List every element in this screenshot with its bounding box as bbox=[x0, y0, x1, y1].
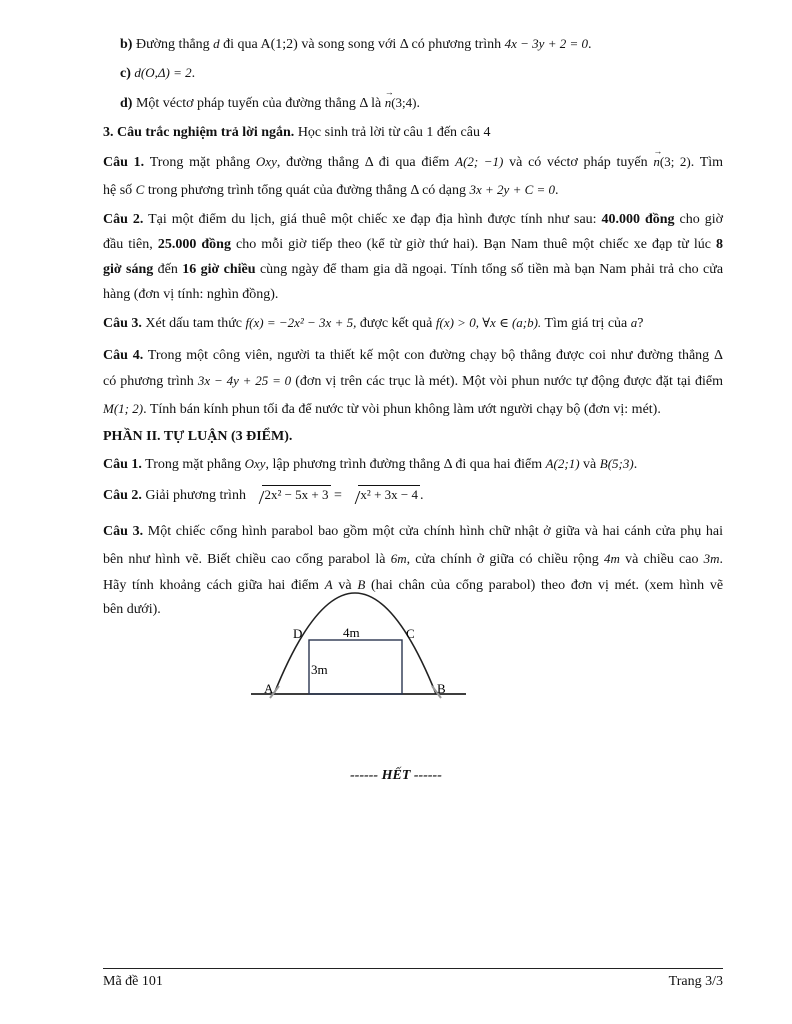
q4-line-2: có phương trình 3x − 4y + 25 = 0 (đơn vị trên các trục là mét). Một vòi phun nước tự động được đặt tại điểm bbox=[103, 373, 724, 389]
label-a: A bbox=[264, 681, 274, 696]
parabola-arc bbox=[274, 593, 436, 694]
sqrt-lhs: 2x² − 5x + 3 bbox=[251, 486, 330, 505]
label-d: D bbox=[293, 626, 303, 641]
essay-q3-line-2: bên như hình vẽ. Biết chiều cao cổng parabol là 6m, cửa chính ở giữa có chiều rộng 4m và chiều cao 3m. bbox=[103, 551, 724, 567]
label-height-3m: 3m bbox=[311, 662, 328, 677]
q2-line-1: Câu 2. Tại một điểm du lịch, giá thuê một chiếc xe đạp địa hình được tính như sau: 40.000 đồng cho giờ bbox=[103, 212, 724, 227]
item-d: d) Một véctơ pháp tuyến của đường thẳng Δ là → n(3;4). bbox=[120, 94, 740, 113]
q1-line-1: Câu 1. Trong mặt phẳng Oxy, đường thẳng Δ đi qua điểm A(2; −1) và có véctơ pháp tuyến → n(3; 2). Tìm bbox=[103, 153, 723, 172]
footer-exam-code: Mã đề 101 bbox=[103, 974, 163, 989]
q2-line-2: đầu tiên, 25.000 đồng cho mỗi giờ tiếp theo (kể từ giờ thứ hai). Bạn Nam thuê một chiếc xe đạp từ lúc 8 bbox=[103, 237, 724, 252]
section-3-heading: 3. Câu trắc nghiệm trả lời ngắn. Học sinh trả lời từ câu 1 đến câu 4 bbox=[103, 125, 491, 140]
label-width-4m: 4m bbox=[343, 625, 360, 640]
essay-q1: Câu 1. Trong mặt phẳng Oxy, lập phương trình đường thẳng Δ đi qua hai điểm A(2;1) và B(5;3). bbox=[103, 456, 638, 472]
q1-line-2: hệ số C trong phương trình tổng quát của đường thẳng Δ có dạng 3x + 2y + C = 0. bbox=[103, 182, 559, 198]
q4-line-1: Câu 4. Trong một công viên, người ta thiết kế một con đường chạy bộ thẳng được coi như đường thẳng Δ bbox=[103, 348, 723, 363]
essay-q3-line-1: Câu 3. Một chiếc cổng hình parabol bao gồm một cửa chính hình chữ nhật ở giữa và hai cánh cửa phụ hai bbox=[103, 524, 723, 539]
q3-line: Câu 3. Xét dấu tam thức f(x) = −2x² − 3x + 5, được kết quả f(x) > 0, ∀x ∈ (a;b). Tìm giá trị của a? bbox=[103, 315, 644, 331]
footer-page-number: Trang 3/3 bbox=[668, 974, 723, 989]
essay-q2: Câu 2. Giải phương trình 2x² − 5x + 3 = x² + 3x − 4 . bbox=[103, 487, 424, 503]
footer-divider bbox=[103, 968, 723, 969]
label-c: C bbox=[406, 626, 415, 641]
label-b: B bbox=[437, 681, 446, 696]
q4-line-3: M(1; 2). Tính bán kính phun tối đa để nước từ vòi phun không làm ướt người chạy bộ (đơn vị: mét). bbox=[103, 401, 661, 417]
q2-line-3: giờ sáng đến 16 giờ chiều cùng ngày để tham gia dã ngoại. Tính tổng số tiền mà bạn Nam phải trả cho cửa bbox=[103, 262, 724, 277]
essay-q3-line-3: Hãy tính khoảng cách giữa hai điểm A và B (hai chân của cổng parabol) theo đơn vị mét. (xem hình vẽ bbox=[103, 577, 724, 593]
item-b: b) Đường thẳng d đi qua A(1;2) và song song với Δ có phương trình 4x − 3y + 2 = 0. bbox=[120, 36, 592, 52]
part-2-heading: PHẦN II. TỰ LUẬN (3 ĐIỂM). bbox=[103, 429, 293, 444]
parabola-gate-figure bbox=[248, 590, 470, 702]
end-mark: ------ HẾT ------ bbox=[350, 768, 442, 783]
sqrt-rhs: x² + 3x − 4 bbox=[347, 486, 420, 505]
essay-q3-line-4: bên dưới). bbox=[103, 602, 161, 617]
q2-line-4: hàng (đơn vị tính: nghìn đồng). bbox=[103, 287, 279, 302]
item-c: c) d(O,Δ) = 2. bbox=[120, 65, 196, 81]
